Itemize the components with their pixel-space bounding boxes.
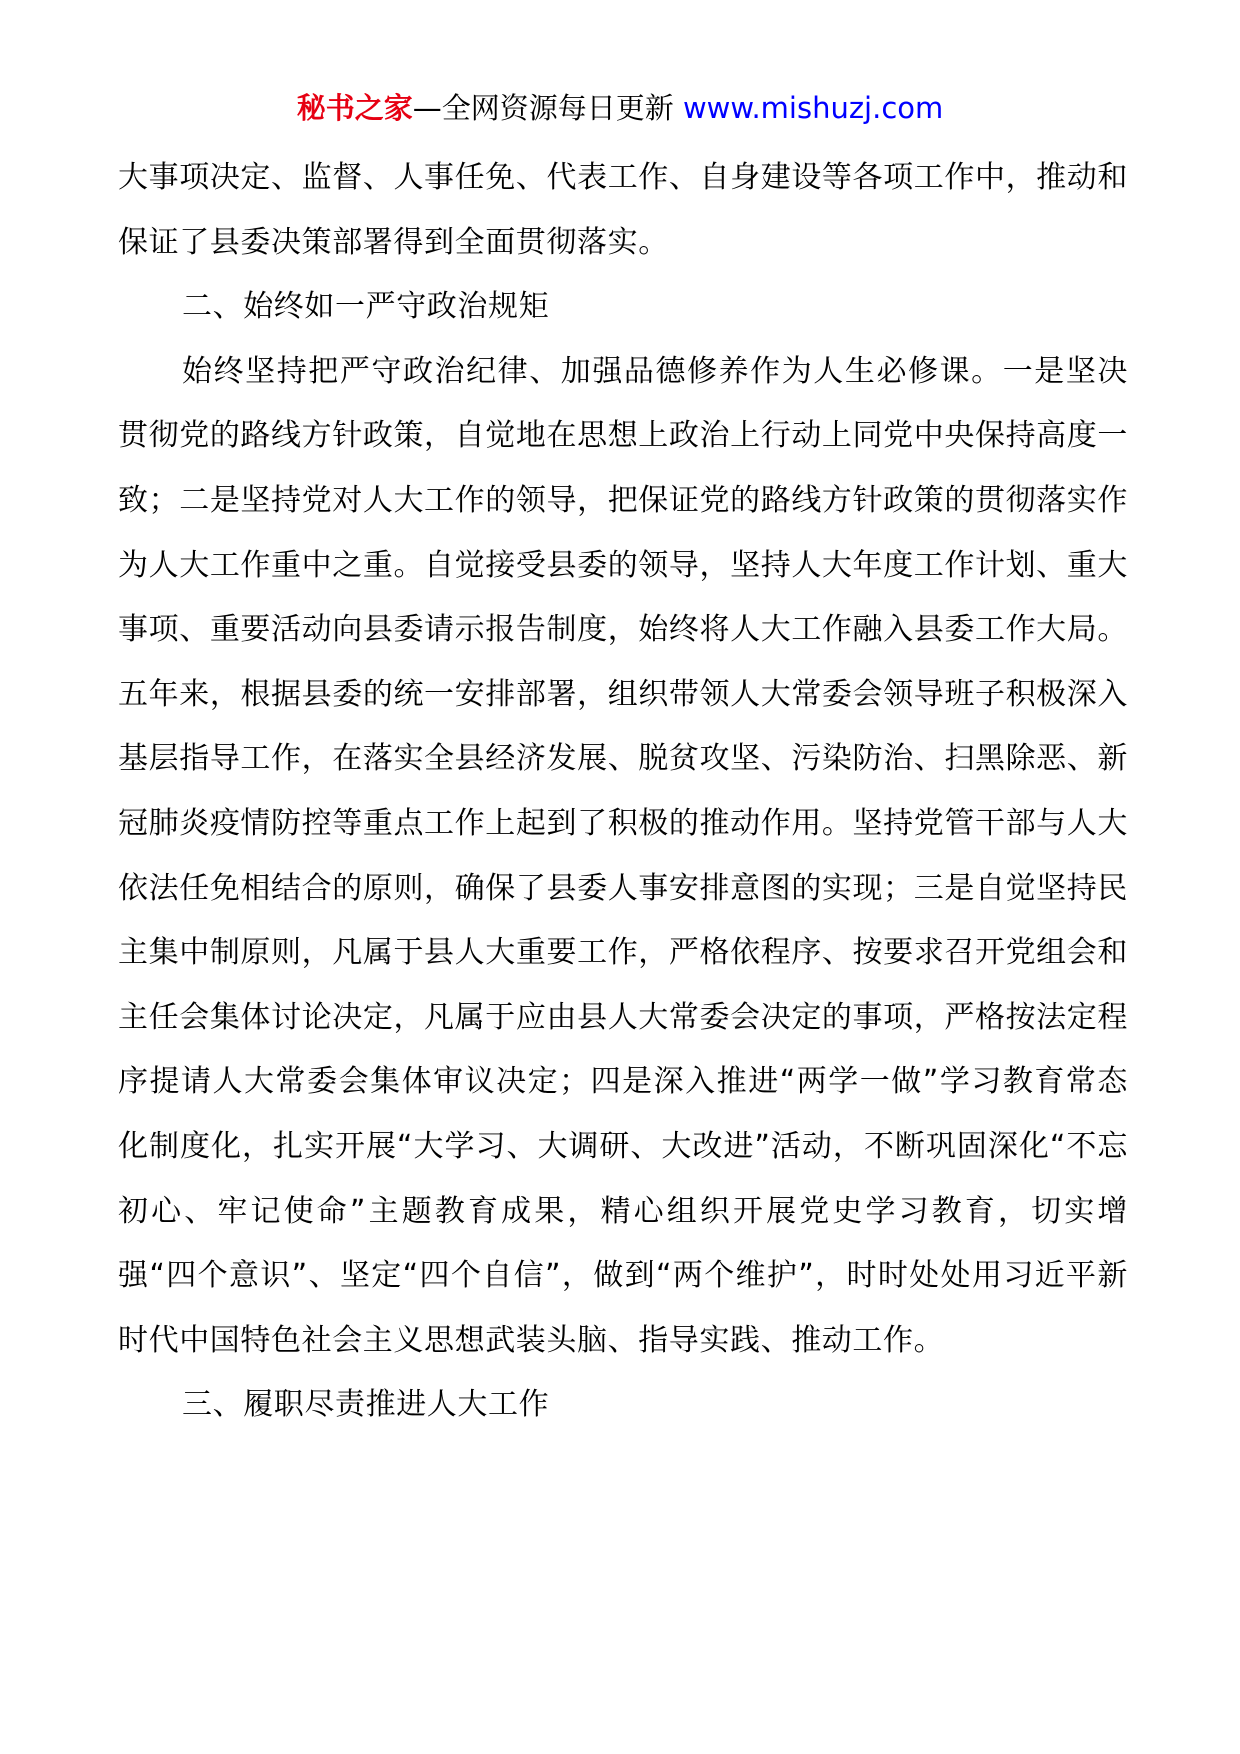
- site-header: [0, 88, 1240, 128]
- paragraph-political-rules: 始终坚持把严守政治纪律、加强品德修养作为人生必修课。一是坚决贯彻党的路线方针政策，自觉地在思想上政治上行动上同党中央保持高度一致；二是坚持党对人大工作的领导，把保证党的路线方针政策的贯彻落实作为人大工作重中之重。自觉接受县委的领导，坚持人大年度工作计划、重大事项、重要活动向县委请示报告制度，始终将人大工作融入县委工作大局。五年来，根据县委的统一安排部署，组织带领人大常委会领导班子积极深入基层指导工作，在落实全县经济发展、脱贫攻坚、污染防治、扫黑除恶、新冠肺炎疫情防控等重点工作上起到了积极的推动作用。坚持党管干部与人大依法任免相结合的原则，确保了县委人事安排意图的实现；三是自觉坚持民主集中制原则，凡属于县人大重要工作，严格依程序、按要求召开党组会和主任会集体讨论决定，凡属于应由县人大常委会决定的事项，严格按法定程序提请人大常委会集体审议决定；四是深入推进“两学一做”学习教育常态化制度化，扎实开展“大学习、大调研、大改进”活动，不断巩固深化“不忘初心、牢记使命”主题教育成果，精心组织开展党史学习教育，切实增强“四个意识”、坚定“四个自信”，做到“两个维护”，时时处处用习近平新时代中国特色社会主义思想武装头脑、指导实践、推动工作。: [118, 353, 1128, 1358]
- brand-name: 秘书之家: [296, 91, 413, 125]
- document-body: [118, 146, 1128, 1438]
- paragraph-continued: 大事项决定、监督、人事任免、代表工作、自身建设等各项工作中，推动和保证了县委决策部署得到全面贯彻落实。: [118, 160, 1128, 260]
- header-slogan: —全网资源每日更新: [412, 91, 674, 125]
- section-heading-3: 三、履职尽责推进人大工作: [182, 1387, 550, 1423]
- site-url-link[interactable]: www.mishuzj.com: [682, 91, 944, 125]
- section-heading-2: 二、始终如一严守政治规矩: [182, 289, 550, 325]
